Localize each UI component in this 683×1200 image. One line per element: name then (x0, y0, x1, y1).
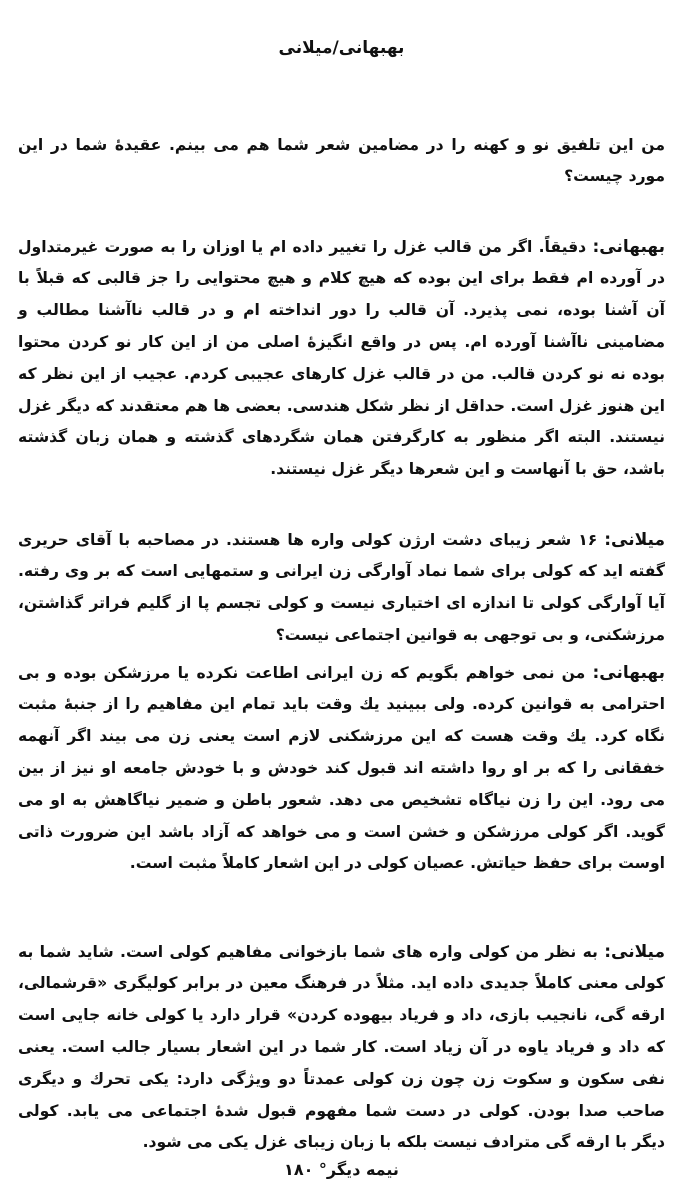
running-header (0, 38, 683, 58)
paragraph-4 (18, 658, 665, 881)
paragraph-5 (18, 937, 665, 1160)
paragraph-4-speaker: بهبهانی: (592, 662, 665, 683)
paragraph-5-text: به نظر من کولی واره های شما بازخوانی مفاهیم کولی است. شاید شما به کولی معنی کاملاً جدیدی داده اید. مثلاً در فرهنگ معین در برابر کولیگری «قرشمالی، ارقه گی، نانجیب بازی، داد و فریاد بیهوده کردن» قرار دارد یا کولی خانه جایی است که داد و فریاد یاوه در آن زیاد است. کار شما در این اشعار بسیار جالب است. یعنی نفی سکون و سکوت زن چون زن کولی عمدتاً دو ویژگی دارد: یکی تحرك و دیگری صاحب صدا بودن. کولی در دست شما مفهوم قبول شدهٔ اجتماعی می یابد. کولی دیگر با ارقه گی مترادف نیست بلکه با زبان زیبای غزل یکی می شود. (18, 942, 665, 1152)
paragraph-3-speaker: میلانی: (604, 529, 665, 550)
footer-separator: ° (313, 1160, 327, 1179)
page-number: ۱۸۰ (284, 1160, 314, 1179)
paragraph-5-speaker: میلانی: (604, 941, 665, 962)
paragraph-1 (18, 130, 665, 194)
page-footer (0, 1160, 683, 1179)
paragraph-2 (18, 232, 665, 486)
paragraph-3-text: ۱۶ شعر زیبای دشت ارژن کولی واره ها هستند. در مصاحبه با آقای حریری گفته اید که کولی برای شما نماد آوارگی زن ایرانی و ستمهایی است که بر وی رفته. آیا آوارگی کولی تا اندازه ای اختیاری نیست و کولی تجسم پا از گلیم فراتر گذاشتن، مرزشکنی، و بی توجهی به قوانین اجتماعی نیست؟ (18, 530, 665, 644)
running-title: بهبهانی/میلانی (278, 38, 405, 58)
paragraph-2-text: دقیقاً. اگر من قالب غزل را تغییر داده ام یا اوزان را به صورت غیرمتداول در آورده ام فقط برای این بوده که هیچ کلام و هیچ محتوایی را جز قالبی که قبلاً با آن آشنا بوده، نمی پذیرد. آن قالب را دور انداخته ام و در قالب ناآشنا مطالب و مضامینی ناآشنا آورده ام. پس در واقع انگیزهٔ اصلی من از این کار نو کردن محتوا بوده نه نو کردن قالب. من در قالب غزل کارهای عجیبی کردم. عجیب از این نظر که این هنوز غزل است. حداقل از نظر شکل هندسی. بعضی ها هم معتقدند که دیگر غزل نیستند. البته اگر منظور به کارگرفتن همان شگردهای گذشته و همان زبان گذشته باشد، حق با آنهاست و این شعرها دیگر غزل نیستند. (18, 237, 665, 479)
paragraph-4-text: من نمی خواهم بگویم که زن ایرانی اطاعت نکرده یا مرزشکن بوده و بی احترامی به قوانین کرده. ولی ببینید یك وقت باید تمام این مفاهیم را از جنبهٔ مثبت نگاه کرد. یك وقت هست که این مرزشکنی لازم است یعنی زن می بیند اگر آنهمه خفقانی را که بر او روا داشته اند قبول کند خودش و با خودش جامعه او نیز از بین می رود. این را زن نیاگاه تشخیص می دهد. شعور باطن و ضمیر نیاگاهش به او می گوید. اگر کولی مرزشکن و خشن است و می خواهد که آزاد باشد این ضرورت ذاتی اوست برای حفظ حیاتش. عصیان کولی در این اشعار کاملاً مثبت است. (18, 663, 665, 873)
footer-journal: نیمه دیگر (326, 1160, 399, 1179)
paragraph-3 (18, 525, 665, 652)
paragraph-2-speaker: بهبهانی: (592, 236, 665, 257)
paragraph-1-text: من این تلفیق نو و کهنه را در مضامین شعر شما هم می بینم. عقیدهٔ شما در این مورد چیست؟ (18, 135, 665, 186)
